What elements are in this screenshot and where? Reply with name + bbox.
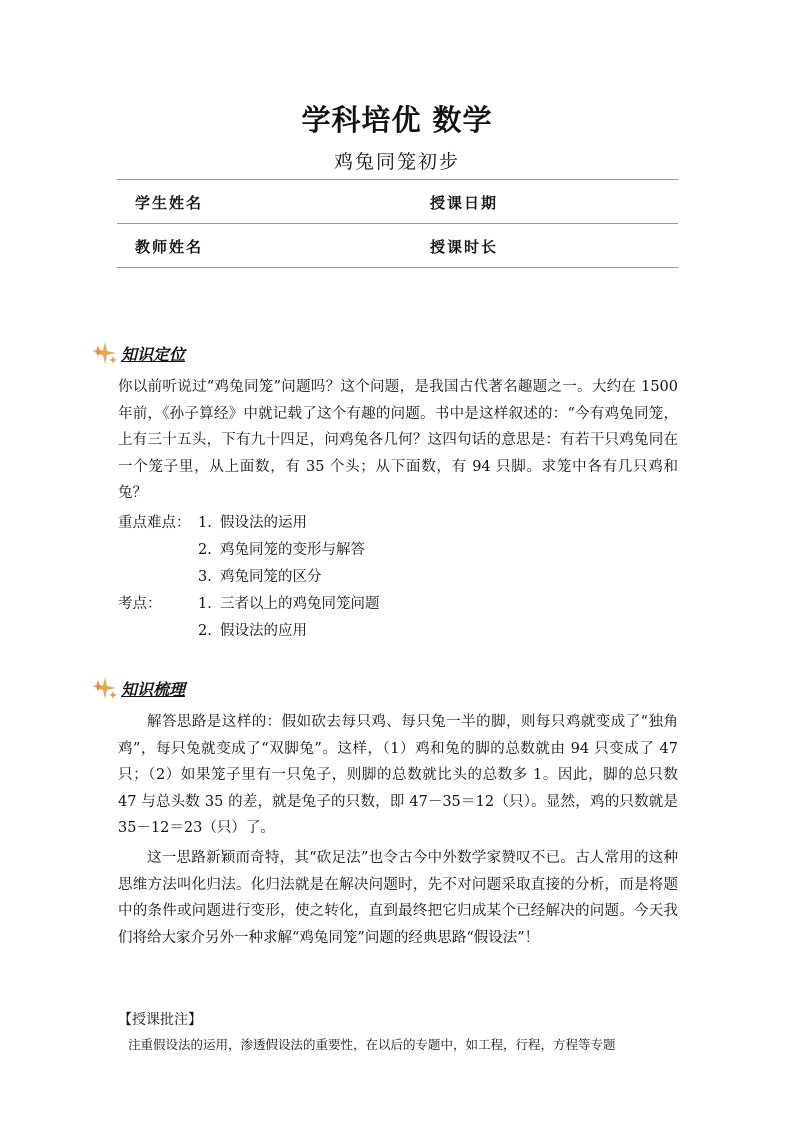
exam-point-text: 假设法的应用 (220, 623, 307, 639)
key-point-number: 2. (198, 542, 212, 558)
method-paragraph: 这一思路新颖而奇特，其“砍足法”也令古今中外数学家赞叹不已。古人常用的这种思维方法叫化归法。化归法就是在解决问题时，先不对问题采取直接的分析，而是将题中的条件或问题进行变形，使之转化，直到最终把它归成某个已经解决的问题。今天我们将给大家介另外一种求解“鸡兔同笼”问题的经典思路“假设法”！ (118, 850, 678, 946)
lesson-subtitle: 鸡兔同笼初步 (333, 151, 460, 173)
section-title: 知识梳理 (121, 680, 186, 699)
sparkle-icon (90, 340, 120, 366)
exam-point-number: 2. (198, 623, 212, 639)
info-row (117, 179, 678, 223)
lesson-duration-label: 授课时长 (430, 238, 499, 256)
sparkle-icon (90, 675, 120, 701)
key-point-text: 鸡兔同笼的区分 (220, 569, 322, 585)
teacher-name-label: 教师姓名 (135, 238, 204, 256)
key-point-number: 1. (198, 515, 212, 531)
exam-point-row (198, 619, 307, 640)
page-title: 学科培优 数学 (301, 103, 493, 137)
key-points-label: 重点难点： (118, 515, 191, 531)
section-title: 知识定位 (121, 345, 186, 364)
key-point-row (198, 565, 322, 586)
student-name-label: 学生姓名 (135, 194, 204, 212)
key-point-number: 3. (198, 569, 212, 585)
lesson-date-label: 授课日期 (430, 194, 499, 212)
solution-paragraph: 解答思路是这样的：假如砍去每只鸡、每只兔一半的脚，则每只鸡就变成了“独角鸡”，每只兔就变成了“双脚兔”。这样，（1）鸡和兔的脚的总数就由 94 只变成了 47 只；（2）如果笼子里有一只兔子，则脚的总数就比头的总数多 1。因此，脚的总只数 47 与总头数 35 的差，就是兔子的只数，即 47－35＝12（只）。显然，鸡的只数就是 35－12＝23（只）了。 (118, 714, 678, 836)
key-point-row (198, 538, 365, 559)
key-point-text: 鸡兔同笼的变形与解答 (220, 542, 365, 558)
exam-point-row (118, 592, 380, 613)
info-row (117, 223, 678, 268)
key-point-text: 假设法的运用 (220, 515, 307, 531)
key-point-row (118, 511, 307, 532)
teaching-note-label: 【授课批注】 (118, 1012, 202, 1028)
teaching-note-text: 注重假设法的运用，渗透假设法的重要性，在以后的专题中，如工程，行程，方程等专题 (128, 1037, 616, 1052)
exam-points-label: 考点： (118, 596, 162, 612)
exam-point-text: 三者以上的鸡兔同笼问题 (220, 596, 380, 612)
exam-point-number: 1. (198, 596, 212, 612)
info-table (117, 179, 678, 268)
intro-paragraph: 你以前听说过“鸡兔同笼”问题吗？这个问题，是我国古代著名趣题之一。大约在 1500 年前，《孙子算经》中就记载了这个有趣的问题。书中是这样叙述的：“今有鸡兔同笼，上有三十五头，下有九十四足，问鸡兔各几何？这四句话的意思是：有若干只鸡兔同在一个笼子里，从上面数，有 35 个头；从下面数，有 94 只脚。求笼中各有几只鸡和兔？ (118, 379, 678, 501)
